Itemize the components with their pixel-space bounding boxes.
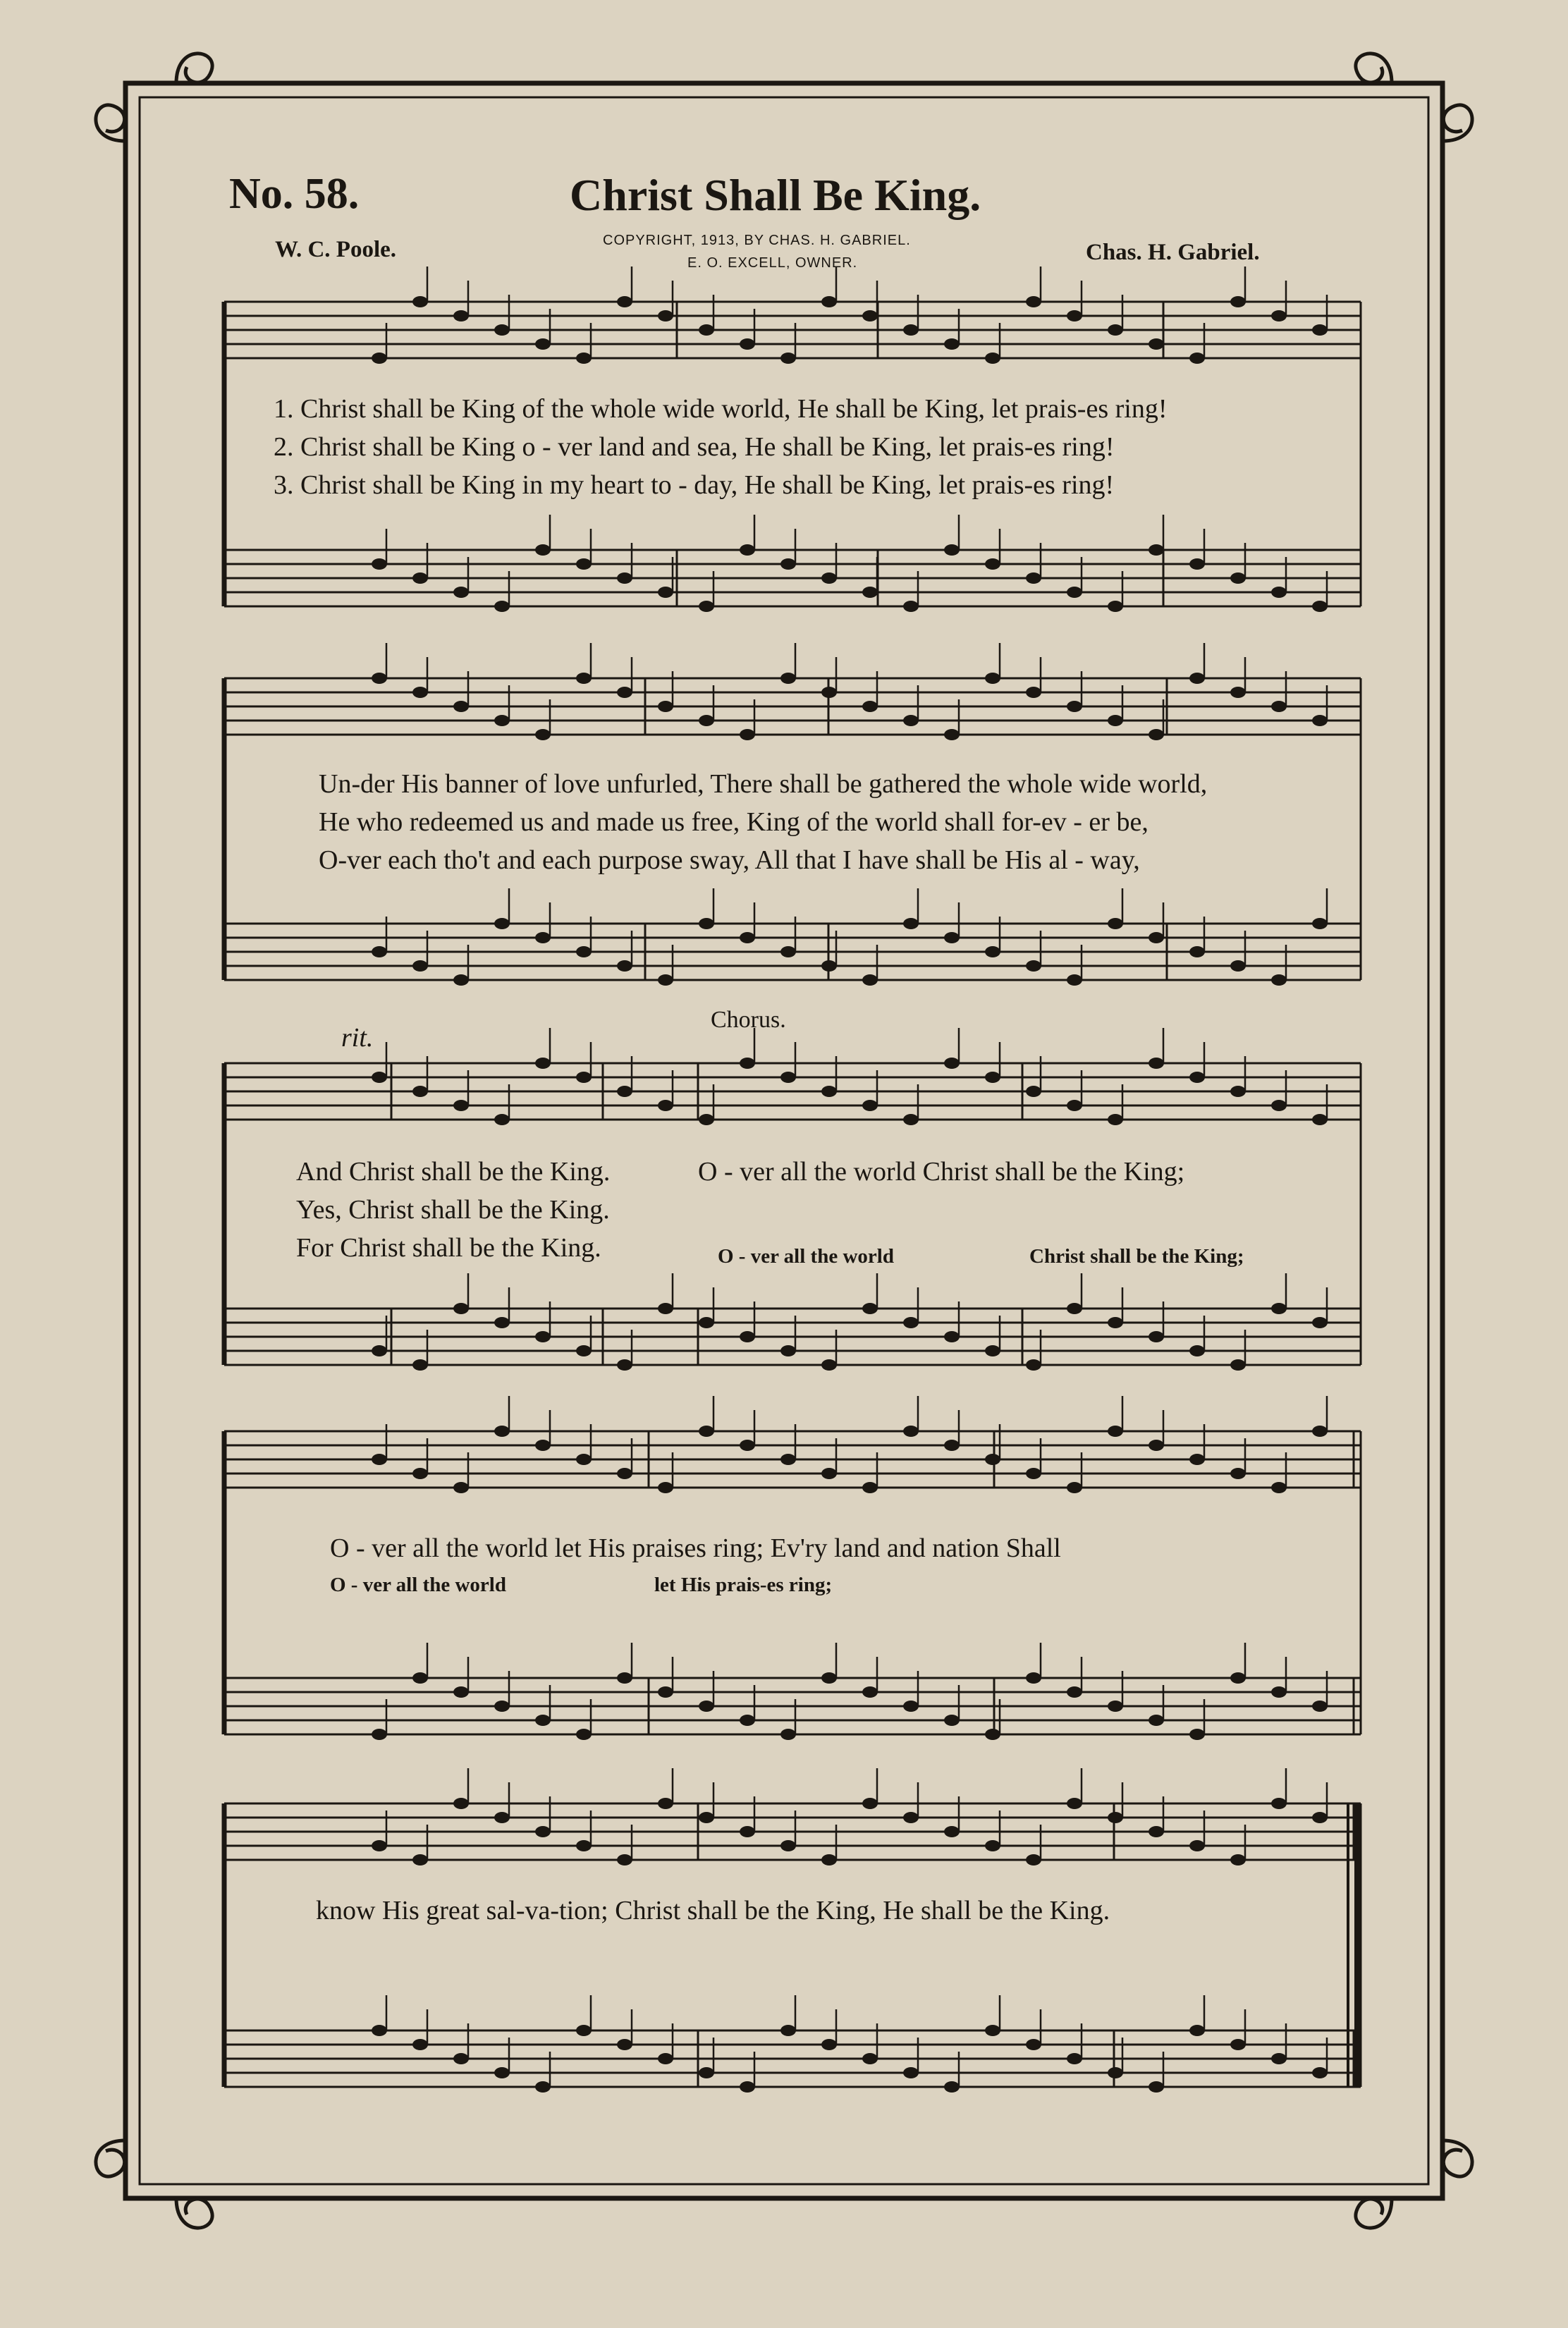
notehead xyxy=(1067,701,1082,712)
notehead xyxy=(903,1426,919,1437)
notehead xyxy=(1108,918,1123,929)
notehead xyxy=(535,729,551,740)
notehead xyxy=(412,296,428,307)
notehead xyxy=(617,1672,632,1684)
notehead xyxy=(453,1482,469,1493)
notehead xyxy=(1108,1317,1123,1328)
notehead xyxy=(1149,1826,1164,1837)
notehead xyxy=(372,558,387,570)
notehead xyxy=(1026,687,1041,698)
notehead xyxy=(985,946,1000,957)
notehead xyxy=(985,673,1000,684)
notehead xyxy=(1312,1812,1328,1823)
notehead xyxy=(658,701,673,712)
notehead xyxy=(985,353,1000,364)
notehead xyxy=(740,1440,755,1451)
notehead xyxy=(1108,715,1123,726)
notehead xyxy=(494,1114,510,1125)
notehead xyxy=(372,1729,387,1740)
notehead xyxy=(1108,601,1123,612)
notehead xyxy=(1026,2039,1041,2050)
notehead xyxy=(780,946,796,957)
notehead xyxy=(372,2025,387,2036)
notehead xyxy=(1067,1100,1082,1111)
bass-echo-3: O - ver all the world xyxy=(330,1574,506,1596)
notehead xyxy=(453,1686,469,1698)
notehead xyxy=(699,601,714,612)
notehead xyxy=(576,1454,592,1465)
notehead xyxy=(412,1086,428,1097)
hymn-number: No. 58. xyxy=(229,170,360,218)
notehead xyxy=(617,296,632,307)
notehead xyxy=(1189,558,1205,570)
notehead xyxy=(1026,960,1041,972)
notehead xyxy=(658,1303,673,1314)
notehead xyxy=(862,1686,878,1698)
chorus-refrain-2: O - ver all the world let His praises ring; Ev'ry land and nation Shall xyxy=(330,1533,1061,1563)
notehead xyxy=(658,1798,673,1809)
notehead xyxy=(903,715,919,726)
notehead xyxy=(1189,1729,1205,1740)
notehead xyxy=(412,1672,428,1684)
bass-echo-1: O - ver all the world xyxy=(718,1245,894,1268)
notehead xyxy=(699,1812,714,1823)
notehead xyxy=(494,601,510,612)
notehead xyxy=(1230,687,1246,698)
notehead xyxy=(412,1468,428,1479)
notehead xyxy=(372,353,387,364)
notehead xyxy=(780,1454,796,1465)
notehead xyxy=(1312,1114,1328,1125)
notehead xyxy=(1189,1840,1205,1851)
notehead xyxy=(903,918,919,929)
notehead xyxy=(1067,1482,1082,1493)
notehead xyxy=(453,974,469,986)
notehead xyxy=(576,558,592,570)
notehead xyxy=(617,1359,632,1371)
notehead xyxy=(1271,701,1287,712)
notehead xyxy=(821,1672,837,1684)
notehead xyxy=(1312,2067,1328,2078)
chorus-label: Chorus. xyxy=(711,1007,786,1033)
notehead xyxy=(1189,1072,1205,1083)
notehead xyxy=(1149,338,1164,350)
notehead xyxy=(372,946,387,957)
notehead xyxy=(576,1840,592,1851)
notehead xyxy=(821,1854,837,1866)
notehead xyxy=(1230,1468,1246,1479)
notehead xyxy=(985,1454,1000,1465)
notehead xyxy=(821,960,837,972)
notehead xyxy=(658,2053,673,2064)
notehead xyxy=(576,1729,592,1740)
notehead xyxy=(1149,544,1164,556)
notehead xyxy=(780,673,796,684)
notehead xyxy=(903,1114,919,1125)
notehead xyxy=(862,1100,878,1111)
notehead xyxy=(1312,715,1328,726)
copyright-line: COPYRIGHT, 1913, BY CHAS. H. GABRIEL. xyxy=(603,233,911,248)
notehead xyxy=(740,2081,755,2093)
notehead xyxy=(740,338,755,350)
chorus-refrain-3: know His great sal-va-tion; Christ shall be the King, He shall be the King. xyxy=(316,1896,1110,1925)
notehead xyxy=(494,1317,510,1328)
notehead xyxy=(453,310,469,321)
notehead xyxy=(944,729,960,740)
notehead xyxy=(535,1826,551,1837)
notehead xyxy=(1230,572,1246,584)
notehead xyxy=(821,687,837,698)
notehead xyxy=(903,601,919,612)
notehead xyxy=(699,715,714,726)
notehead xyxy=(1189,673,1205,684)
notehead xyxy=(780,353,796,364)
notehead xyxy=(1312,1701,1328,1712)
notehead xyxy=(658,1482,673,1493)
verse-1-line-3: And Christ shall be the King. xyxy=(296,1157,611,1187)
notehead xyxy=(1067,974,1082,986)
notehead xyxy=(985,1345,1000,1356)
notehead xyxy=(1189,1345,1205,1356)
notehead xyxy=(903,2067,919,2078)
notehead xyxy=(1271,1303,1287,1314)
hymn-title: Christ Shall Be King. xyxy=(570,170,981,220)
notehead xyxy=(1149,1331,1164,1342)
notehead xyxy=(1108,1812,1123,1823)
notehead xyxy=(1230,960,1246,972)
notehead xyxy=(1026,1086,1041,1097)
notehead xyxy=(1149,932,1164,943)
verse-1-line-1: 1. Christ shall be King of the whole wide world, He shall be King, let prais-es ring! xyxy=(274,394,1168,424)
notehead xyxy=(1149,1440,1164,1451)
notehead xyxy=(576,1345,592,1356)
notehead xyxy=(453,701,469,712)
notehead xyxy=(699,2067,714,2078)
notehead xyxy=(1067,1686,1082,1698)
bass-echo-4: let His prais-es ring; xyxy=(654,1574,833,1596)
notehead xyxy=(699,1317,714,1328)
notehead xyxy=(1271,974,1287,986)
notehead xyxy=(535,1331,551,1342)
notehead xyxy=(944,932,960,943)
notehead xyxy=(740,1331,755,1342)
notehead xyxy=(699,918,714,929)
notehead xyxy=(412,1854,428,1866)
notehead xyxy=(821,1468,837,1479)
verse-2-line-2: He who redeemed us and made us free, King of the world shall for-ev - er be, xyxy=(319,807,1149,837)
notehead xyxy=(576,673,592,684)
notehead xyxy=(1149,729,1164,740)
notehead xyxy=(1108,324,1123,336)
notehead xyxy=(780,1840,796,1851)
notehead xyxy=(944,1715,960,1726)
notehead xyxy=(1108,1426,1123,1437)
notehead xyxy=(699,324,714,336)
notehead xyxy=(944,544,960,556)
notehead xyxy=(699,1701,714,1712)
notehead xyxy=(780,1072,796,1083)
notehead xyxy=(494,1812,510,1823)
notehead xyxy=(740,932,755,943)
notehead xyxy=(617,960,632,972)
notehead xyxy=(412,2039,428,2050)
verse-2-line-1: 2. Christ shall be King o - ver land and sea, He shall be King, let prais-es ring! xyxy=(274,432,1115,462)
notehead xyxy=(576,2025,592,2036)
notehead xyxy=(740,1826,755,1837)
notehead xyxy=(412,572,428,584)
notehead xyxy=(1026,296,1041,307)
notehead xyxy=(1312,601,1328,612)
notehead xyxy=(944,1440,960,1451)
notehead xyxy=(780,2025,796,2036)
notehead xyxy=(1026,1468,1041,1479)
notehead xyxy=(862,587,878,598)
notehead xyxy=(617,1086,632,1097)
notehead xyxy=(494,918,510,929)
notehead xyxy=(1230,1359,1246,1371)
notehead xyxy=(535,1715,551,1726)
notehead xyxy=(780,558,796,570)
notehead xyxy=(985,1840,1000,1851)
verse-1-line-2: Un-der His banner of love unfurled, There shall be gathered the whole wide world, xyxy=(319,769,1208,799)
notehead xyxy=(453,2053,469,2064)
notehead xyxy=(821,2039,837,2050)
notehead xyxy=(862,1482,878,1493)
notehead xyxy=(740,729,755,740)
notehead xyxy=(494,2067,510,2078)
chorus-refrain-1: O - ver all the world Christ shall be the King; xyxy=(698,1157,1185,1187)
notehead xyxy=(862,1303,878,1314)
notehead xyxy=(1230,1086,1246,1097)
notehead xyxy=(494,1426,510,1437)
notehead xyxy=(985,558,1000,570)
notehead xyxy=(985,1072,1000,1083)
notehead xyxy=(944,338,960,350)
notehead xyxy=(617,2039,632,2050)
owner-line: E. O. EXCELL, OWNER. xyxy=(687,255,858,271)
notehead xyxy=(1026,572,1041,584)
notehead xyxy=(862,310,878,321)
notehead xyxy=(740,1058,755,1069)
notehead xyxy=(985,1729,1000,1740)
notehead xyxy=(1271,1686,1287,1698)
notehead xyxy=(658,1100,673,1111)
notehead xyxy=(1271,2053,1287,2064)
notehead xyxy=(372,673,387,684)
notehead xyxy=(1230,1854,1246,1866)
notehead xyxy=(617,572,632,584)
verse-3-line-1: 3. Christ shall be King in my heart to - day, He shall be King, let prais-es ring! xyxy=(274,470,1115,500)
notehead xyxy=(1067,2053,1082,2064)
notehead xyxy=(1108,2067,1123,2078)
notehead xyxy=(494,1701,510,1712)
notehead xyxy=(1230,296,1246,307)
notehead xyxy=(1312,1317,1328,1328)
notehead xyxy=(412,1359,428,1371)
verse-3-line-2: O-ver each tho't and each purpose sway, All that I have shall be His al - way, xyxy=(319,845,1140,875)
notehead xyxy=(1312,918,1328,929)
notehead xyxy=(1026,1854,1041,1866)
notehead xyxy=(453,1100,469,1111)
notehead xyxy=(1230,1672,1246,1684)
notehead xyxy=(412,960,428,972)
author-credit: W. C. Poole. xyxy=(275,237,397,262)
verse-3-line-3: For Christ shall be the King. xyxy=(296,1233,601,1263)
notehead xyxy=(862,1798,878,1809)
notehead xyxy=(862,974,878,986)
notehead xyxy=(1067,1798,1082,1809)
notehead xyxy=(903,1812,919,1823)
notehead xyxy=(1271,1100,1287,1111)
notehead xyxy=(494,715,510,726)
notehead xyxy=(985,2025,1000,2036)
notehead xyxy=(862,701,878,712)
notehead xyxy=(1149,1058,1164,1069)
notehead xyxy=(903,324,919,336)
ritardando-marking: rit. xyxy=(341,1023,374,1053)
notehead xyxy=(780,1729,796,1740)
notehead xyxy=(535,544,551,556)
notehead xyxy=(1067,310,1082,321)
notehead xyxy=(1189,1454,1205,1465)
notehead xyxy=(1312,324,1328,336)
notehead xyxy=(576,946,592,957)
notehead xyxy=(821,296,837,307)
notehead xyxy=(453,1303,469,1314)
notehead xyxy=(617,687,632,698)
notehead xyxy=(658,1686,673,1698)
notehead xyxy=(780,1345,796,1356)
notehead xyxy=(535,1440,551,1451)
notehead xyxy=(535,338,551,350)
notehead xyxy=(944,1331,960,1342)
notehead xyxy=(576,353,592,364)
notehead xyxy=(1189,946,1205,957)
notehead xyxy=(576,1072,592,1083)
notehead xyxy=(494,324,510,336)
notehead xyxy=(617,1468,632,1479)
notehead xyxy=(1026,1672,1041,1684)
notehead xyxy=(1271,310,1287,321)
notehead xyxy=(699,1426,714,1437)
notehead xyxy=(453,1798,469,1809)
notehead xyxy=(658,310,673,321)
verse-2-line-3: Yes, Christ shall be the King. xyxy=(296,1195,610,1225)
notehead xyxy=(944,2081,960,2093)
notehead xyxy=(821,572,837,584)
composer-credit: Chas. H. Gabriel. xyxy=(1086,240,1260,265)
notehead xyxy=(1108,1701,1123,1712)
notehead xyxy=(535,932,551,943)
notehead xyxy=(535,1058,551,1069)
notehead xyxy=(412,687,428,698)
notehead xyxy=(453,587,469,598)
notehead xyxy=(1189,2025,1205,2036)
notehead xyxy=(862,2053,878,2064)
notehead xyxy=(372,1072,387,1083)
notehead xyxy=(740,1715,755,1726)
notehead xyxy=(658,974,673,986)
notehead xyxy=(1312,1426,1328,1437)
notehead xyxy=(1067,587,1082,598)
notehead xyxy=(1149,1715,1164,1726)
notehead xyxy=(372,1345,387,1356)
notehead xyxy=(821,1359,837,1371)
notehead xyxy=(372,1454,387,1465)
notehead xyxy=(617,1854,632,1866)
notehead xyxy=(699,1114,714,1125)
notehead xyxy=(658,587,673,598)
notehead xyxy=(1026,1359,1041,1371)
notehead xyxy=(1149,2081,1164,2093)
bass-echo-2: Christ shall be the King; xyxy=(1029,1245,1244,1268)
notehead xyxy=(740,544,755,556)
notehead xyxy=(1189,353,1205,364)
notehead xyxy=(1230,2039,1246,2050)
notehead xyxy=(944,1058,960,1069)
notehead xyxy=(372,1840,387,1851)
notehead xyxy=(1271,1798,1287,1809)
notehead xyxy=(1108,1114,1123,1125)
notehead xyxy=(1271,587,1287,598)
notehead xyxy=(535,2081,551,2093)
notehead xyxy=(903,1317,919,1328)
notehead xyxy=(1271,1482,1287,1493)
notehead xyxy=(821,1086,837,1097)
notehead xyxy=(903,1701,919,1712)
notehead xyxy=(944,1826,960,1837)
notehead xyxy=(1067,1303,1082,1314)
